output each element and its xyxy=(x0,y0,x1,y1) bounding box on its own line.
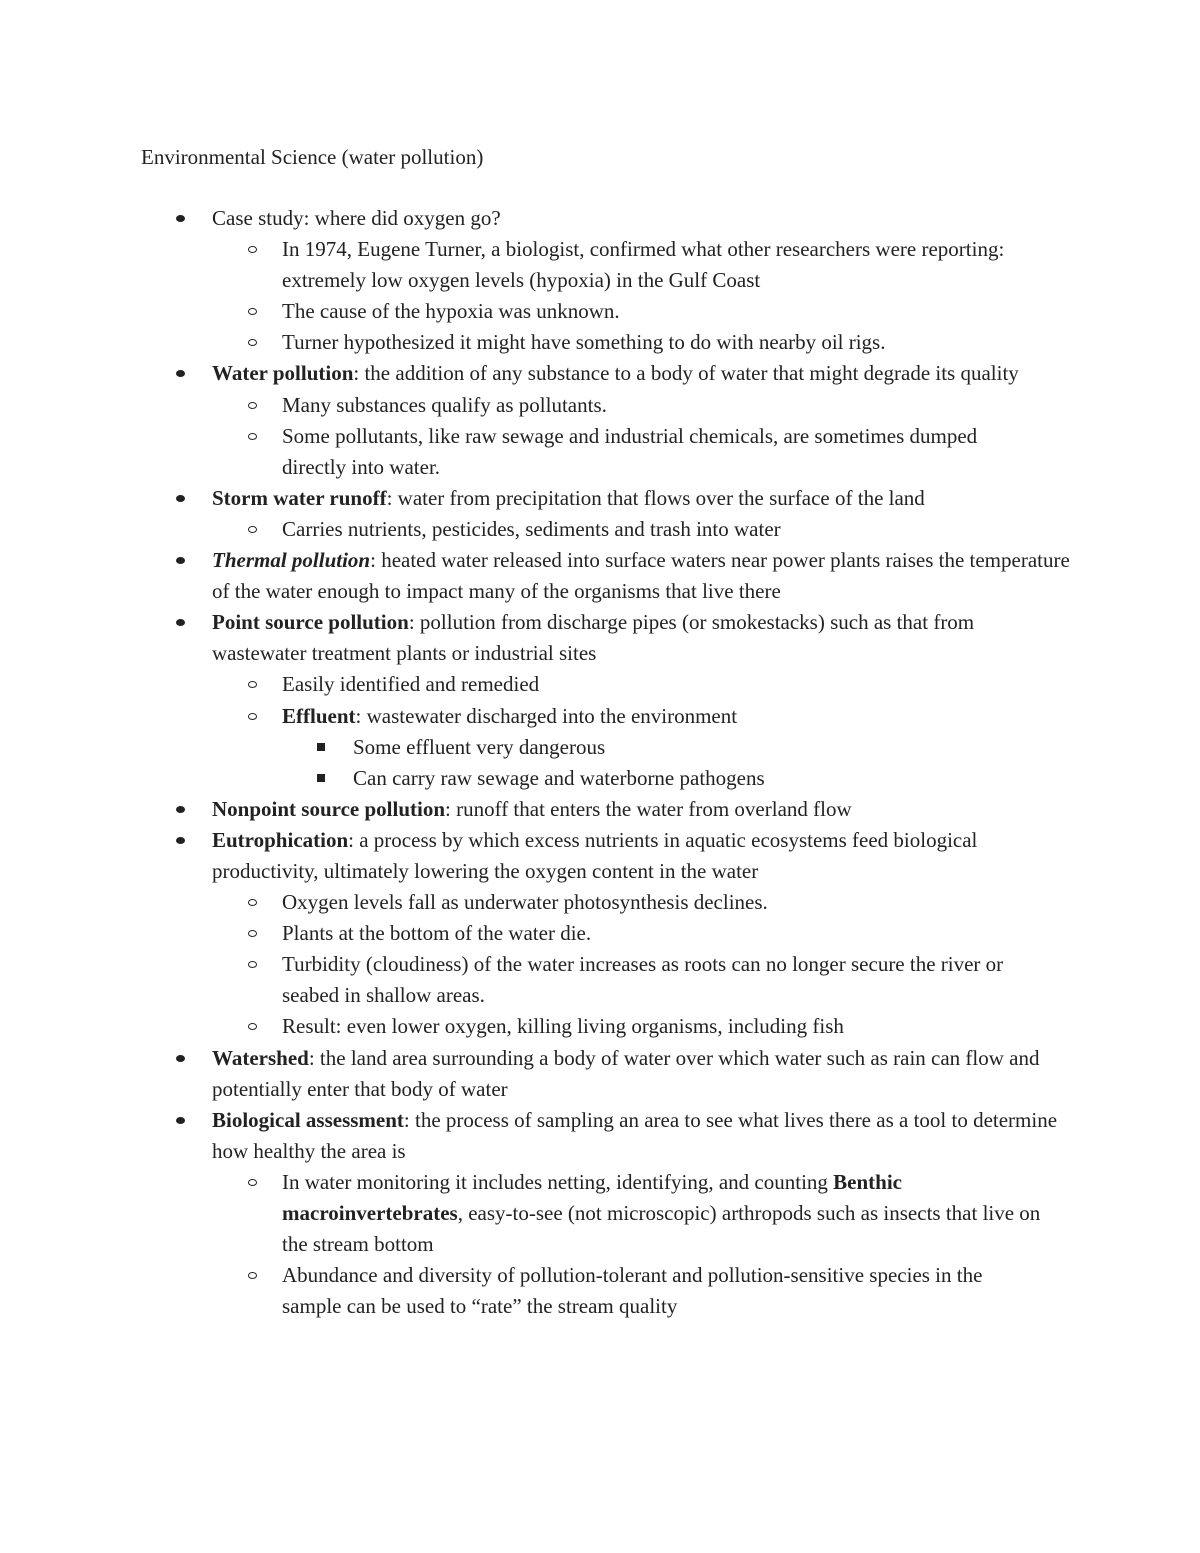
sub-bullet-text: In water monitoring it includes netting, identifying, and counting xyxy=(282,1169,834,1194)
hollow-bullet-icon xyxy=(244,949,260,980)
hollow-bullet-icon xyxy=(244,701,260,732)
term-storm-water-runoff: Storm water runoff xyxy=(212,485,387,510)
filled-bullet-icon xyxy=(172,825,188,856)
hollow-bullet-icon xyxy=(244,1011,260,1042)
case-study-label: Case study: where did oxygen go? xyxy=(212,206,501,230)
notes-outline xyxy=(0,203,1200,1322)
definition-text: : pollution from discharge pipes (or smokestacks) such as that from wastewater treatment plants or industrial sites xyxy=(212,610,975,666)
sub-bullet-text: Easily identified and remedied xyxy=(282,672,540,697)
sub-bullet-text: In 1974, Eugene Turner, a biologist, confirmed what other researchers were reporting: extremely low oxygen levels (hypoxia) in the Gulf Coast xyxy=(282,237,1005,293)
term-thermal-pollution: Thermal pollution xyxy=(212,548,371,573)
sub-bullet-text: Many substances qualify as pollutants. xyxy=(282,392,607,417)
sub-bullet xyxy=(282,887,1042,918)
term-watershed: Watershed xyxy=(212,1045,309,1070)
sub-bullet-text: , easy-to-see (not microscopic) arthropods such as insects that live on the stream bottom xyxy=(282,1201,1041,1257)
definition-text: : wastewater discharged into the environment xyxy=(355,703,738,728)
filled-bullet-icon xyxy=(172,545,188,576)
definition-text: : the land area surrounding a body of water over which water such as rain can flow and potentially enter that body of water xyxy=(212,1045,1040,1101)
square-bullet-icon xyxy=(313,763,329,794)
term-nonpoint-source-pollution: Nonpoint source pollution xyxy=(212,796,445,821)
square-bullet-icon xyxy=(313,732,329,763)
sub-bullet xyxy=(282,234,1042,296)
bullet-case-study xyxy=(212,203,1072,234)
hollow-bullet-icon xyxy=(244,421,260,452)
sub-sub-bullet-text: Some effluent very dangerous xyxy=(353,734,606,759)
bullet-eutrophication xyxy=(212,825,1072,887)
sub-bullet-text: Some pollutants, like raw sewage and industrial chemicals, are sometimes dumped directly into water. xyxy=(282,423,978,479)
term-benthic-macroinvertebrates: Benthic macroinvertebrates xyxy=(282,1169,902,1225)
bullet-thermal-pollution xyxy=(212,545,1072,607)
sub-bullet-text: Plants at the bottom of the water die. xyxy=(282,921,592,946)
sub-bullet-effluent xyxy=(282,701,1042,732)
hollow-bullet-icon xyxy=(244,234,260,265)
definition-text: : the process of sampling an area to see what lives there as a tool to determine how healthy the area is xyxy=(212,1107,1058,1163)
definition-text: : water from precipitation that flows over the surface of the land xyxy=(386,485,925,510)
hollow-bullet-icon xyxy=(244,887,260,918)
hollow-bullet-icon xyxy=(244,1260,260,1291)
sub-bullet xyxy=(282,949,1042,1011)
hollow-bullet-icon xyxy=(244,390,260,421)
sub-bullet-text: Carries nutrients, pesticides, sediments and trash into water xyxy=(282,516,781,541)
sub-sub-bullet-text: Can carry raw sewage and waterborne pathogens xyxy=(353,765,765,790)
sub-bullet xyxy=(282,918,1042,949)
document-title: Environmental Science (water pollution) xyxy=(141,145,484,169)
sub-bullet-text: Turner hypothesized it might have something to do with nearby oil rigs. xyxy=(282,330,886,355)
sub-bullet-text: Turbidity (cloudiness) of the water increases as roots can no longer secure the river or seabed in shallow areas. xyxy=(282,952,1004,1008)
bullet-watershed xyxy=(212,1043,1072,1105)
filled-bullet-icon xyxy=(172,483,188,514)
sub-bullet-text: Abundance and diversity of pollution-tolerant and pollution-sensitive species in the sample can be used to “rate” the stream quality xyxy=(282,1263,983,1319)
term-water-pollution: Water pollution xyxy=(212,361,354,386)
bullet-nonpoint-source-pollution xyxy=(212,794,1072,825)
sub-bullet xyxy=(282,1011,1042,1042)
term-point-source-pollution: Point source pollution xyxy=(212,610,409,635)
definition-text: : a process by which excess nutrients in aquatic ecosystems feed biological productivity, ultimately lowering the oxygen content in the water xyxy=(212,827,978,883)
sub-sub-bullet xyxy=(353,732,1053,763)
sub-bullet xyxy=(282,514,1042,545)
sub-bullet xyxy=(282,390,1042,421)
sub-bullet-benthic xyxy=(282,1167,1042,1260)
filled-bullet-icon xyxy=(172,794,188,825)
sub-bullet-text: Result: even lower oxygen, killing living organisms, including fish xyxy=(282,1014,844,1039)
sub-bullet xyxy=(282,421,1042,483)
sub-bullet xyxy=(282,327,1042,358)
sub-bullet-text: Oxygen levels fall as underwater photosynthesis declines. xyxy=(282,890,768,915)
sub-bullet xyxy=(282,1260,1042,1322)
filled-bullet-icon xyxy=(172,1043,188,1074)
bullet-storm-water-runoff xyxy=(212,483,1072,514)
hollow-bullet-icon xyxy=(244,918,260,949)
bullet-biological-assessment xyxy=(212,1105,1072,1167)
definition-text: : heated water released into surface waters near power plants raises the temperature of the water enough to impact many of the organisms that live there xyxy=(212,548,1070,604)
filled-bullet-icon xyxy=(172,607,188,638)
sub-sub-bullet xyxy=(353,763,1053,794)
hollow-bullet-icon xyxy=(244,1167,260,1198)
term-biological-assessment: Biological assessment xyxy=(212,1107,404,1132)
definition-text: : runoff that enters the water from overland flow xyxy=(445,796,852,821)
term-effluent: Effluent xyxy=(282,703,356,728)
bullet-point-source-pollution xyxy=(212,607,1072,669)
hollow-bullet-icon xyxy=(244,327,260,358)
filled-bullet-icon xyxy=(172,358,188,389)
definition-text: : the addition of any substance to a body of water that might degrade its quality xyxy=(353,361,1019,386)
bullet-water-pollution xyxy=(212,358,1072,389)
hollow-bullet-icon xyxy=(244,296,260,327)
sub-bullet-text: The cause of the hypoxia was unknown. xyxy=(282,299,620,324)
sub-bullet xyxy=(282,296,1042,327)
filled-bullet-icon xyxy=(172,203,188,234)
hollow-bullet-icon xyxy=(244,514,260,545)
filled-bullet-icon xyxy=(172,1105,188,1136)
term-eutrophication: Eutrophication xyxy=(212,827,349,852)
hollow-bullet-icon xyxy=(244,669,260,700)
sub-bullet xyxy=(282,669,1042,700)
